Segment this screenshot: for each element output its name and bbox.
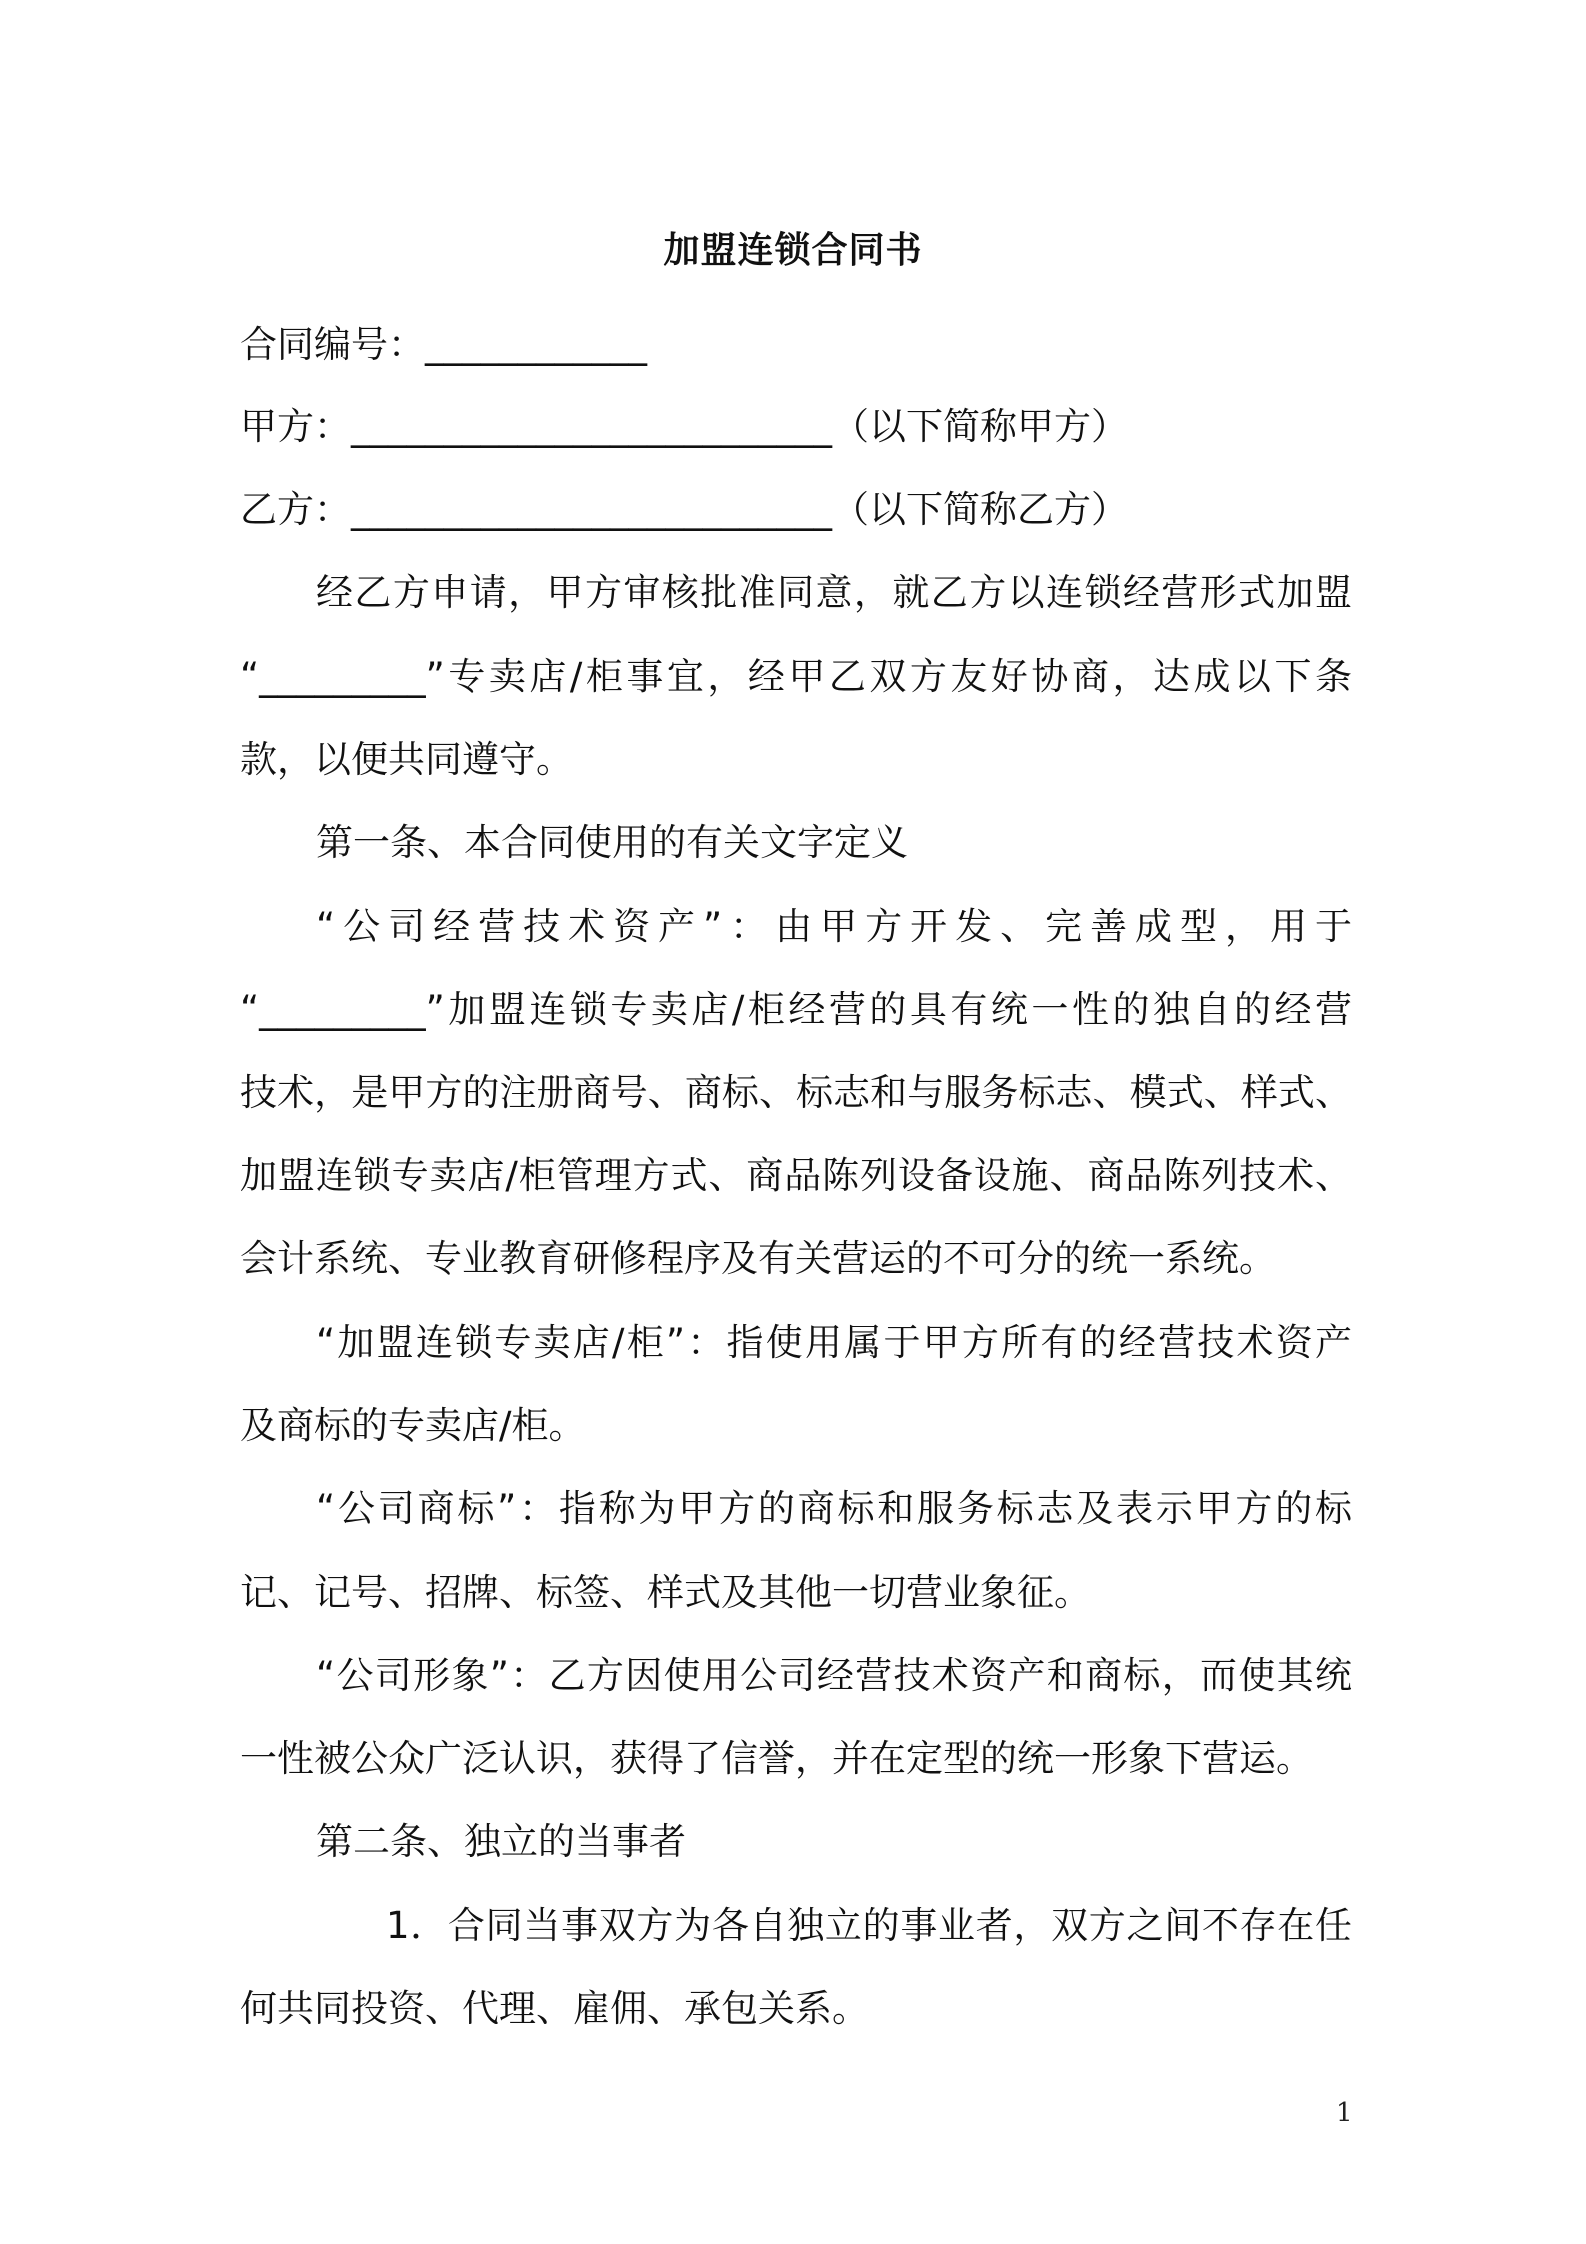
definition-1-line-5: 会计系统、专业教育研修程序及有关营运的不可分的统一系统。 [240,1237,1276,1280]
page-number: 1 [1336,2098,1353,2128]
definition-1-line-3: 技术，是甲方的注册商号、商标、标志和与服务标志、模式、样式、 [240,1071,1352,1114]
definition-1-line-2: “_________”加盟连锁专卖店/柜经营的具有统一性的独自的经营 [240,988,1352,1031]
intro-paragraph-line-2: “_________”专卖店/柜事宜，经甲乙双方友好协商，达成以下条 [240,655,1352,698]
definition-4-line-2: 一性被公众广泛认识，获得了信誉，并在定型的统一形象下营运。 [240,1737,1313,1780]
party-a-line: 甲方：__________________________（以下简称甲方） [240,405,1128,448]
intro-paragraph-line-3: 款，以便共同遵守。 [240,738,573,781]
definition-4-line-1: “公司形象”：乙方因使用公司经营技术资产和商标，而使其统 [316,1654,1352,1697]
article-2-item-1-line-2: 何共同投资、代理、雇佣、承包关系。 [240,1987,869,2030]
definition-1-line-4: 加盟连锁专卖店/柜管理方式、商品陈列设备设施、商品陈列技术、 [240,1154,1352,1197]
article-2-heading: 第二条、独立的当事者 [316,1820,686,1863]
intro-paragraph-line-1: 经乙方申请，甲方审核批准同意，就乙方以连锁经营形式加盟 [316,571,1352,614]
article-2-item-1-line-1: 1．合同当事双方为各自独立的事业者，双方之间不存在任 [386,1904,1352,1947]
definition-2-line-1: “加盟连锁专卖店/柜”：指使用属于甲方所有的经营技术资产 [316,1321,1352,1364]
document-title: 加盟连锁合同书 [663,230,923,271]
definition-3-line-2: 记、记号、招牌、标签、样式及其他一切营业象征。 [240,1571,1091,1614]
definition-3-line-1: “公司商标”：指称为甲方的商标和服务标志及表示甲方的标 [316,1487,1352,1530]
contract-number-line: 合同编号：____________ [240,323,647,366]
article-1-heading: 第一条、本合同使用的有关文字定义 [316,821,908,864]
definition-2-line-2: 及商标的专卖店/柜。 [240,1404,586,1447]
definition-1-line-1: “公司经营技术资产”：由甲方开发、完善成型，用于 [316,905,1352,948]
party-b-line: 乙方：__________________________（以下简称乙方） [240,488,1128,531]
